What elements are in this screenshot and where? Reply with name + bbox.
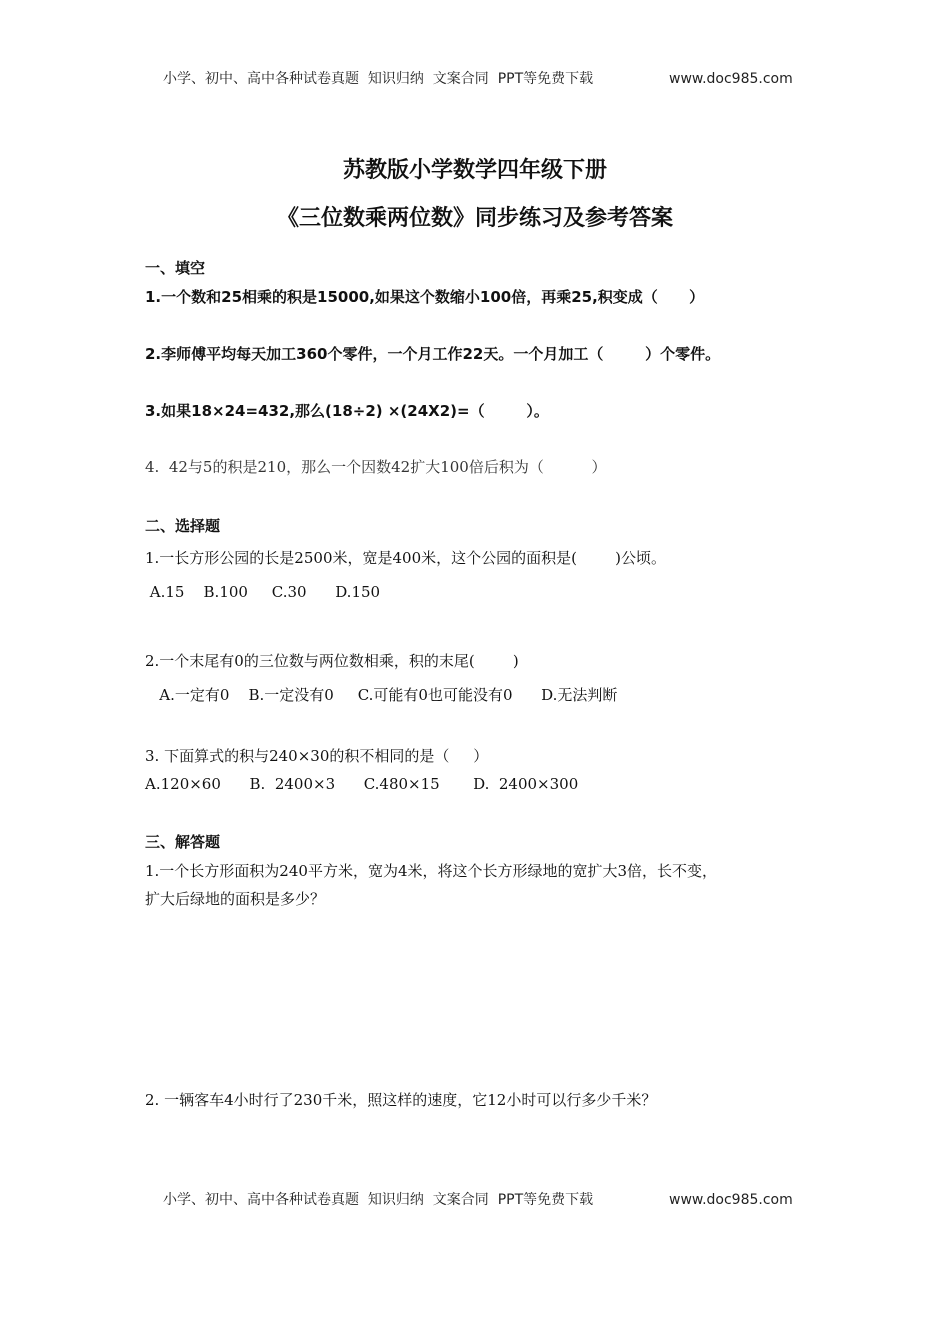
fill-question-3: 3.如果18×24=432,那么(18÷2) ×(24X2)=（ ）。: [145, 402, 549, 420]
section-2-heading: 二、选择题: [145, 517, 221, 535]
fill-question-2: 2.李师傅平均每天加工360个零件，一个月工作22天。一个月加工（ ）个零件。: [145, 345, 721, 363]
section-3-heading: 三、解答题: [145, 833, 221, 851]
choice-question-3: 3. 下面算式的积与240×30的积不相同的是（ ）: [145, 747, 489, 765]
answer-question-1-line-1: 1.一个长方形面积为240平方米，宽为4米，将这个长方形绿地的宽扩大3倍，长不变，: [145, 862, 718, 880]
answer-question-1-line-2: 扩大后绿地的面积是多少？: [145, 890, 326, 908]
header-text: 小学、初中、高中各种试卷真题 知识归纳 文案合同 PPT等免费下载: [163, 71, 594, 87]
choice-question-2: 2.一个末尾有0的三位数与两位数相乘，积的末尾( ): [145, 652, 519, 670]
choice-options-3: A.120×60 B. 2400×3 C.480×15 D. 2400×300: [145, 775, 579, 793]
section-1-heading: 一、填空: [145, 259, 206, 277]
answer-question-2: 2. 一辆客车4小时行了230千米，照这样的速度，它12小时可以行多少千米？: [145, 1091, 657, 1109]
footer-site-link[interactable]: www.doc985.com: [669, 1192, 793, 1208]
choice-options-2: A.一定有0 B.一定没有0 C.可能有0也可能没有0 D.无法判断: [145, 686, 618, 704]
title-line-1: 苏教版小学数学四年级下册: [342, 157, 607, 183]
choice-question-1: 1.一长方形公园的长是2500米，宽是400米，这个公园的面积是( )公顷。: [145, 549, 666, 567]
title-line-2: 《三位数乘两位数》同步练习及参考答案: [276, 205, 673, 231]
choice-options-1: A.15 B.100 C.30 D.150: [145, 583, 381, 601]
fill-question-1: 1.一个数和25相乘的积是15000,如果这个数缩小100倍，再乘25,积变成（ ）: [145, 288, 705, 306]
fill-question-4: 4. 42与5的积是210，那么一个因数42扩大100倍后积为（ ）: [145, 458, 607, 476]
header-site-link[interactable]: www.doc985.com: [669, 71, 793, 87]
footer-text: 小学、初中、高中各种试卷真题 知识归纳 文案合同 PPT等免费下载: [163, 1192, 594, 1208]
